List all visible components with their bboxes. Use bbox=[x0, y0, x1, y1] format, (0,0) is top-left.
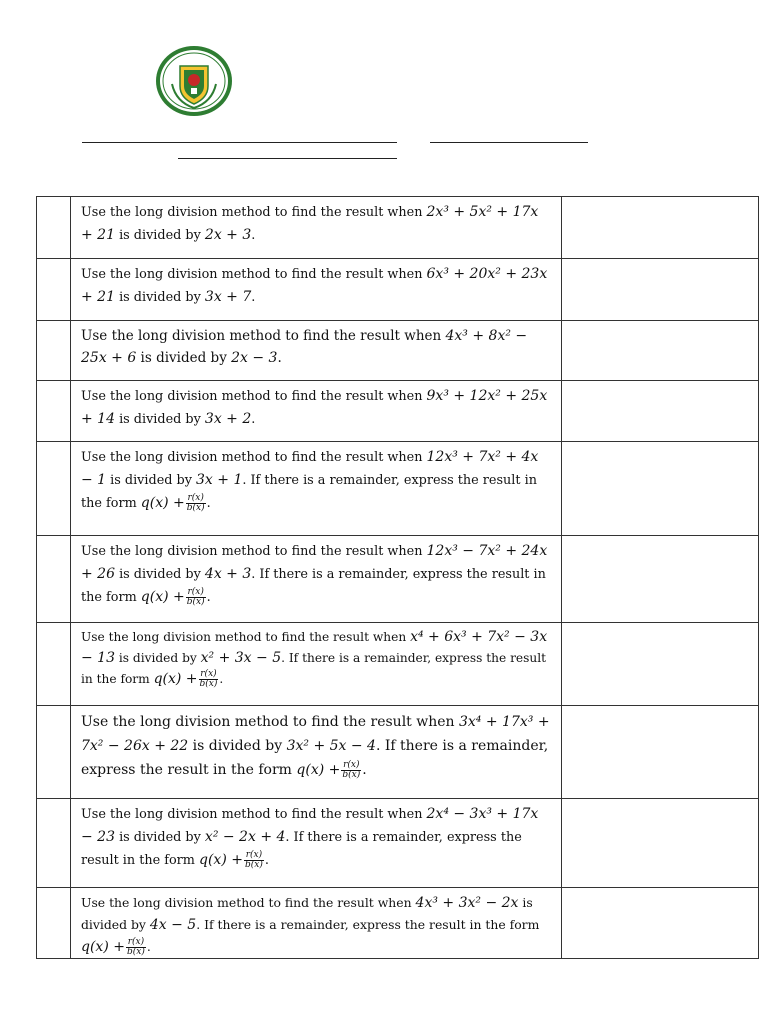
answer-cell[interactable] bbox=[562, 321, 759, 381]
question-text: Use the long division method to find the result when 2x³ + 5x² + 17x + 21 is divided by 2x + 3. bbox=[71, 197, 562, 259]
question-row bbox=[37, 888, 759, 959]
answer-cell[interactable] bbox=[562, 259, 759, 321]
answer-cell[interactable] bbox=[562, 442, 759, 536]
question-row bbox=[37, 623, 759, 706]
question-row bbox=[37, 706, 759, 799]
answer-cell[interactable] bbox=[562, 706, 759, 799]
answer-cell[interactable] bbox=[562, 536, 759, 623]
answer-cell[interactable] bbox=[562, 197, 759, 259]
question-text: Use the long division method to find the result when 3x⁴ + 17x³ + 7x² − 26x + 22 is divided by 3x² + 5x − 4. If there is a remainder, express the result in the form q(x) + $\frac{r(x)}{b(x)}$ . bbox=[71, 706, 562, 799]
question-row bbox=[37, 799, 759, 888]
question-text: Use the long division method to find the result when x⁴ + 6x³ + 7x² − 3x − 13 is divided by x² + 3x − 5. If there is a remainder, express the result in the form q(x) + $\frac{r(x)}{b(x)}$ . bbox=[71, 623, 562, 706]
number-cell bbox=[37, 536, 71, 623]
question-row bbox=[37, 536, 759, 623]
section-line[interactable] bbox=[178, 158, 397, 159]
remainder-fraction: $\frac{r(x)}{b(x)}$ bbox=[186, 587, 205, 607]
question-text: Use the long division method to find the result when 4x³ + 8x² − 25x + 6 is divided by 2x − 3. bbox=[71, 321, 562, 381]
answer-cell[interactable] bbox=[562, 623, 759, 706]
name-line[interactable] bbox=[82, 142, 397, 143]
answer-cell[interactable] bbox=[562, 799, 759, 888]
remainder-fraction: $\frac{r(x)}{b(x)}$ bbox=[244, 850, 263, 870]
number-cell bbox=[37, 706, 71, 799]
number-cell bbox=[37, 381, 71, 442]
question-row bbox=[37, 381, 759, 442]
question-row bbox=[37, 321, 759, 381]
remainder-fraction: $\frac{r(x)}{b(x)}$ bbox=[186, 493, 205, 513]
question-row bbox=[37, 442, 759, 536]
question-text: Use the long division method to find the result when 2x⁴ − 3x³ + 17x − 23 is divided by x² − 2x + 4. If there is a remainder, express the result in the form q(x) + $\frac{r(x)}{b(x)}$ . bbox=[71, 799, 562, 888]
number-cell bbox=[37, 799, 71, 888]
number-cell bbox=[37, 259, 71, 321]
number-cell bbox=[37, 442, 71, 536]
number-cell bbox=[37, 623, 71, 706]
question-text: Use the long division method to find the result when 6x³ + 20x² + 23x + 21 is divided by 3x + 7. bbox=[71, 259, 562, 321]
date-line[interactable] bbox=[430, 142, 588, 143]
remainder-fraction: $\frac{r(x)}{b(x)}$ bbox=[199, 669, 218, 689]
question-text: Use the long division method to find the result when 12x³ − 7x² + 24x + 26 is divided by 4x + 3. If there is a remainder, express the result in the form q(x) + $\frac{r(x)}{b(x)}$ . bbox=[71, 536, 562, 623]
answer-cell[interactable] bbox=[562, 381, 759, 442]
worksheet-table bbox=[36, 196, 759, 959]
remainder-fraction: $\frac{r(x)}{b(x)}$ bbox=[126, 937, 145, 957]
number-cell bbox=[37, 888, 71, 959]
question-text: Use the long division method to find the result when 4x³ + 3x² − 2x is divided by 4x − 5. If there is a remainder, express the result in the form q(x) + $\frac{r(x)}{b(x)}$ . bbox=[71, 888, 562, 959]
question-row bbox=[37, 197, 759, 259]
number-cell bbox=[37, 321, 71, 381]
answer-cell[interactable] bbox=[562, 888, 759, 959]
question-text: Use the long division method to find the result when 9x³ + 12x² + 25x + 14 is divided by 3x + 2. bbox=[71, 381, 562, 442]
number-cell bbox=[37, 197, 71, 259]
question-text: Use the long division method to find the result when 12x³ + 7x² + 4x − 1 is divided by 3x + 1. If there is a remainder, express the result in the form q(x) + $\frac{r(x)}{b(x)}$ . bbox=[71, 442, 562, 536]
seal-logo bbox=[154, 44, 234, 118]
question-row bbox=[37, 259, 759, 321]
remainder-fraction: $\frac{r(x)}{b(x)}$ bbox=[342, 759, 361, 780]
